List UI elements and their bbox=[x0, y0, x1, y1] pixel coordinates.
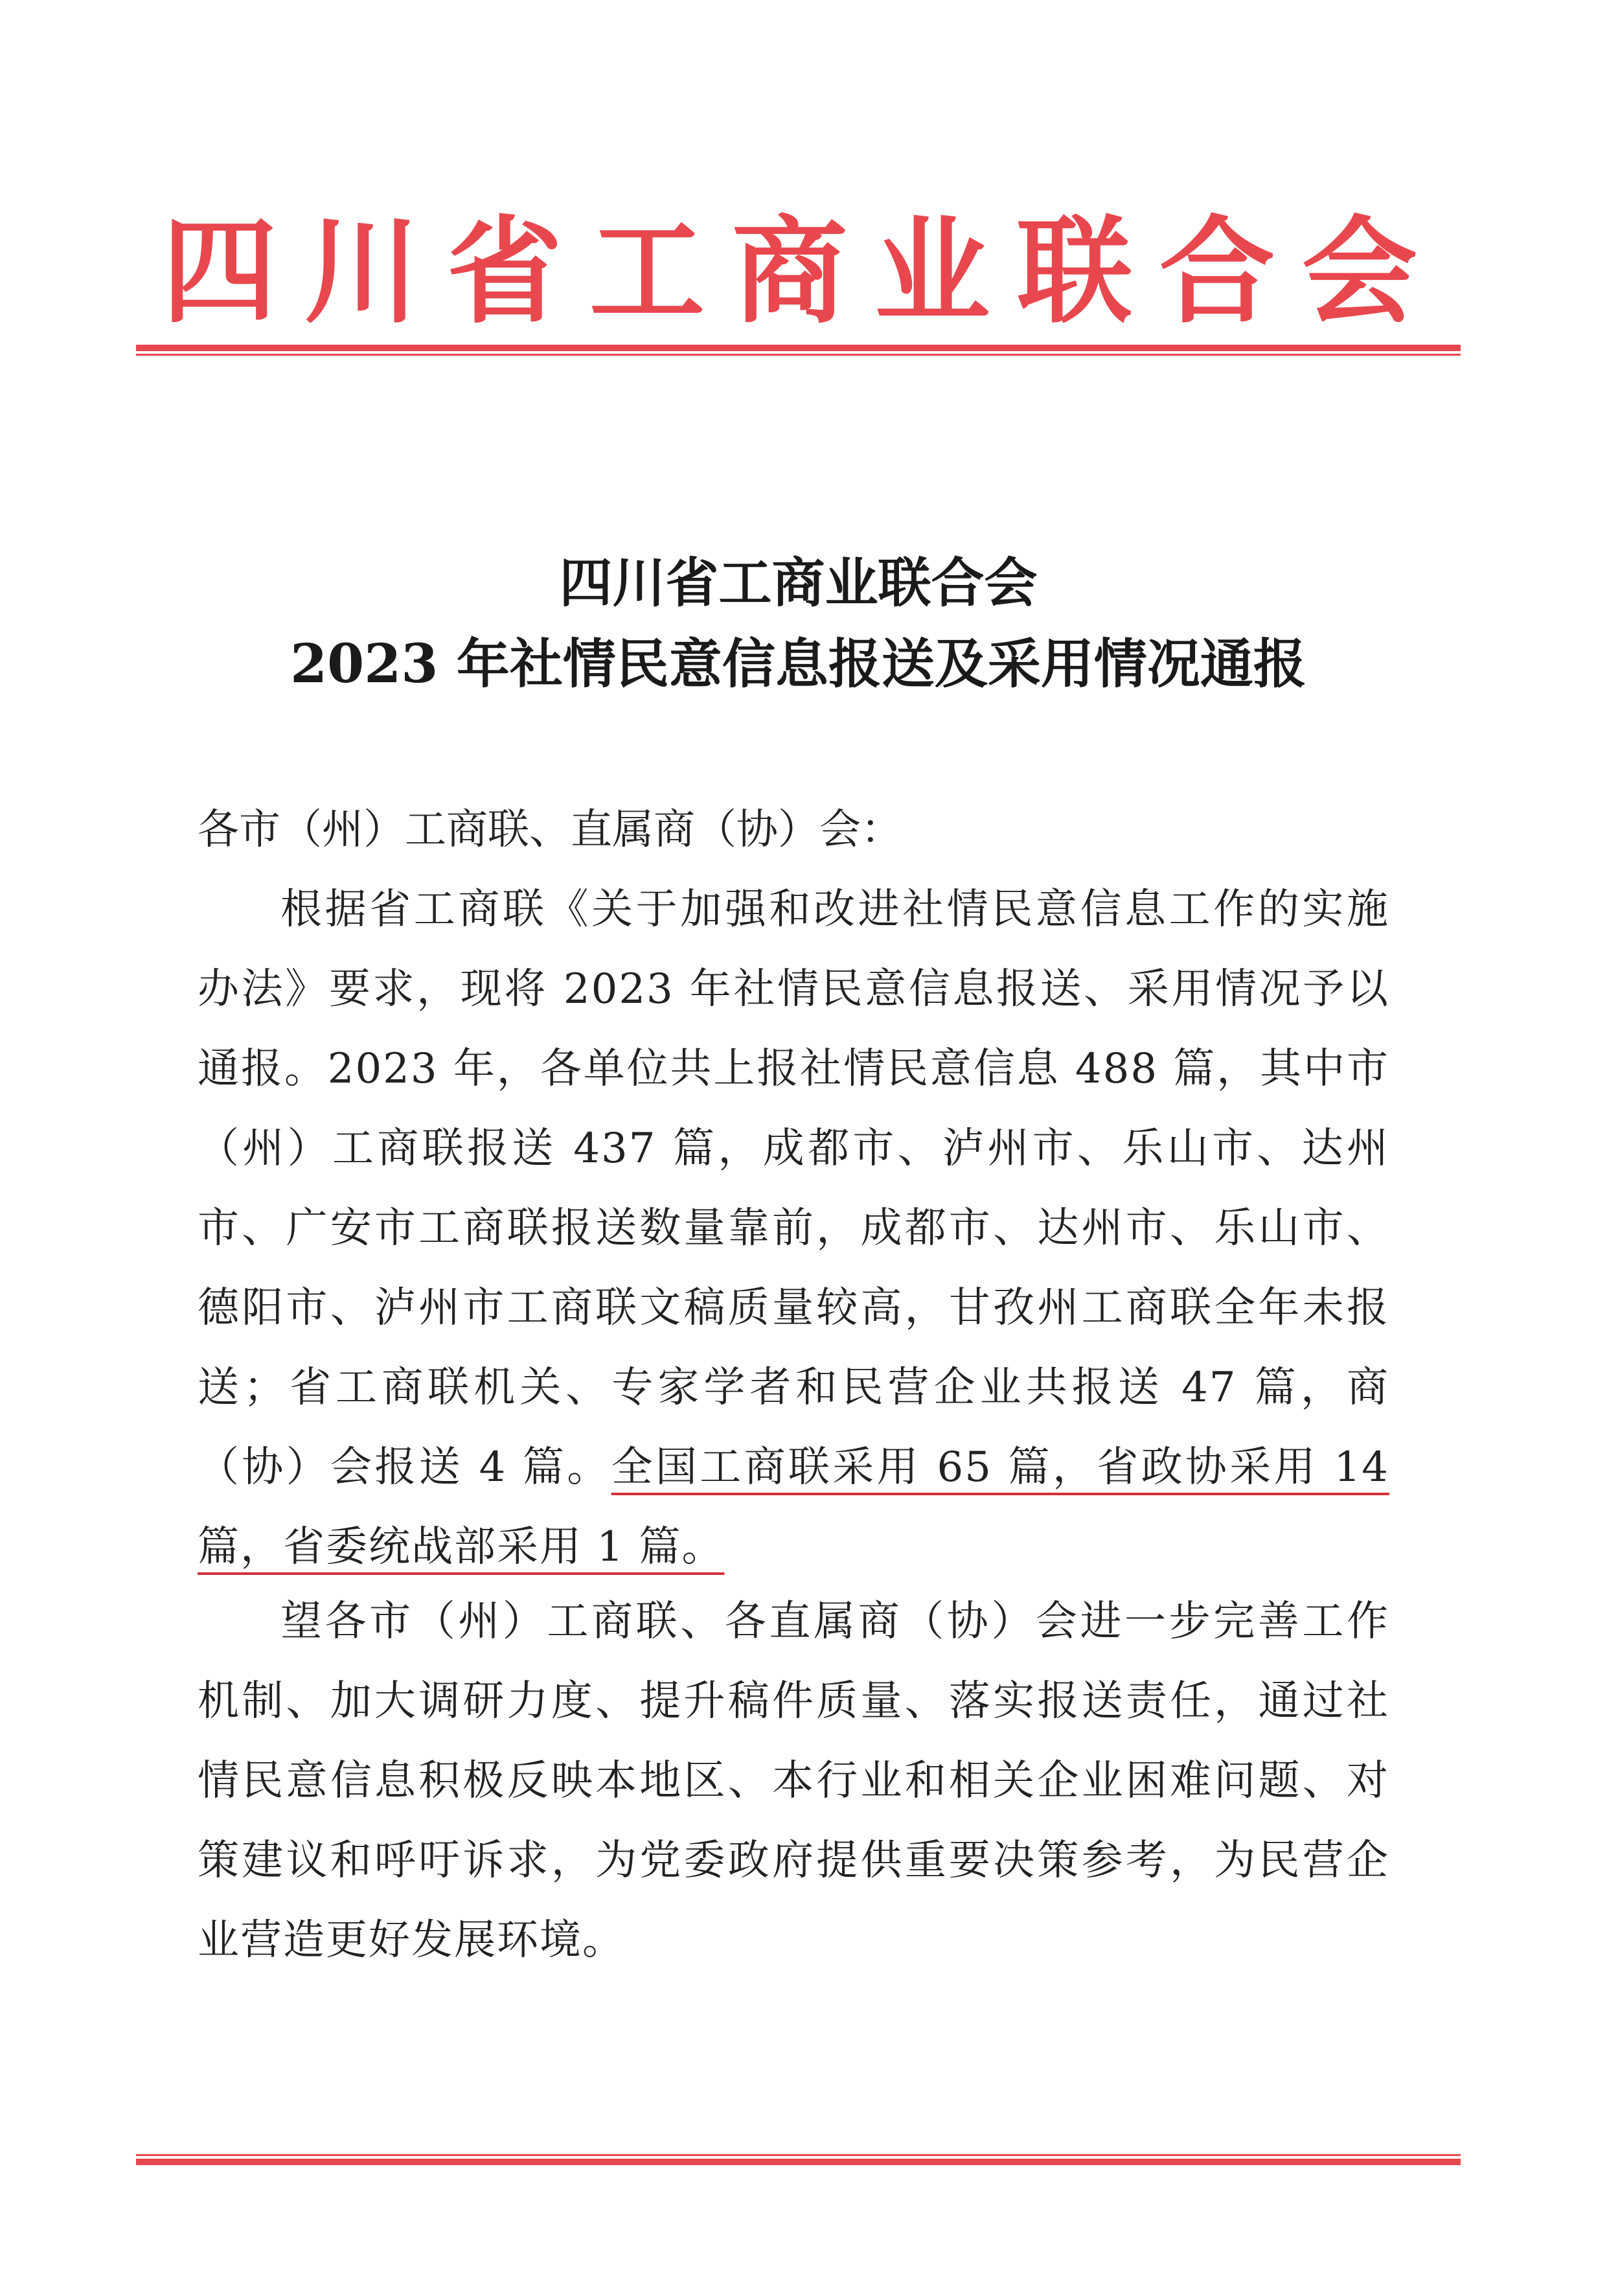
salutation: 各市（州）工商联、直属商（协）会： bbox=[198, 806, 902, 854]
footer-thick-line bbox=[136, 2159, 1461, 2165]
divider-thin-line bbox=[136, 354, 1461, 356]
body-paragraph-2: 望各市（州）工商联、各直属商（协）会进一步完善工作机制、加大调研力度、提升稿件质量、落实报送责任，通过社情民意信息积极反映本地区、本行业和相关企业困难问题、对策建议和呼吁诉求，为党委政府提供重要决策参考，为民营企业营造更好发展环境。 bbox=[198, 1598, 1389, 1964]
document-title-line1: 四川省工商业联合会 bbox=[559, 552, 1038, 614]
adoption-highlight: 全国工商联采用 65 篇，省政协采用 14 篇，省委统战部采用 1 篇。 bbox=[198, 1443, 1389, 1571]
letterhead-divider bbox=[136, 345, 1461, 356]
letterhead-org-name: 四川省工商业联合会 bbox=[162, 205, 1444, 339]
body-paragraph-1 bbox=[198, 870, 1389, 1587]
footer-divider bbox=[136, 2154, 1461, 2165]
document-title-line2: 2023 年社情民意信息报送及采用情况通报 bbox=[290, 633, 1306, 695]
paragraph-1-text: 根据省工商联《关于加强和改进社情民意信息工作的实施办法》要求，现将 2023 年社情民意信息报送、采用情况予以通报。2023 年，各单位共上报社情民意信息 488 篇，其中市（州）工商联报送 437 篇，成都市、泸州市、乐山市、达州市、广安市工商联报送数量靠前，成都市、达州市、乐山市、德阳市、泸州市工商联文稿质量较高，甘孜州工商联全年未报送；省工商联机关、专家学者和民营企业共报送 47 篇，商（协）会报送 4 篇。 bbox=[198, 886, 1389, 1491]
divider-thick-line bbox=[136, 345, 1461, 351]
